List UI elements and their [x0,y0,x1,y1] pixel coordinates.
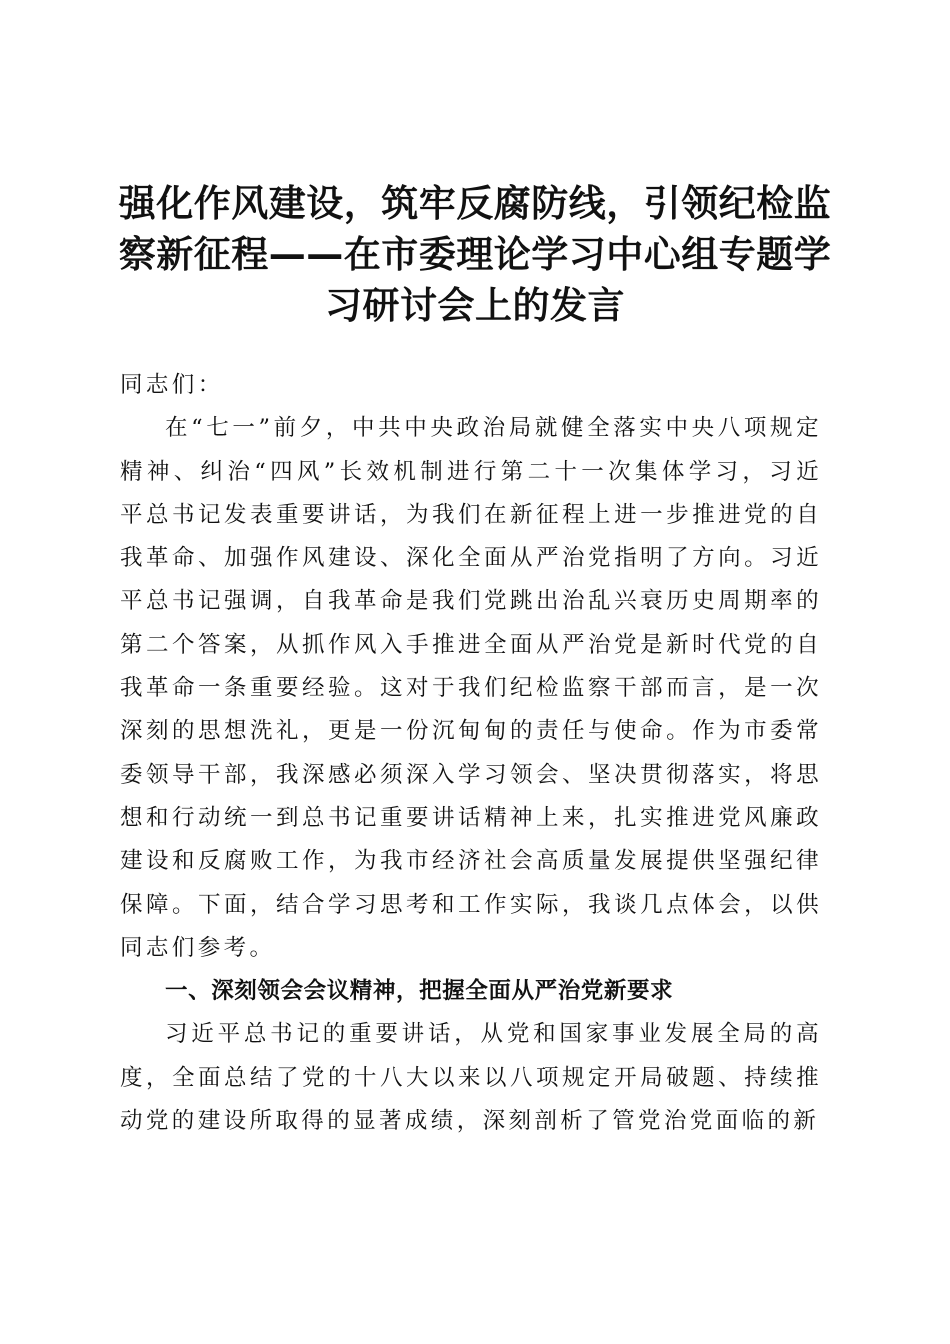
document-body [120,364,822,1143]
document-title: 强化作风建设，筑牢反腐防线，引领纪检监察新征程——在市委理论学习中心组专题学习研讨会上的发言 [118,182,832,327]
section-paragraph: 习近平总书记的重要讲话，从党和国家事业发展全局的高度，全面总结了党的十八大以来以八项规定开局破题、持续推动党的建设所取得的显著成绩，深刻剖析了管党治党面临的新 [120,1021,822,1135]
section-heading: 一、深刻领会会议精神，把握全面从严治党新要求 [165,978,674,1005]
salutation: 同志们： [120,372,224,398]
intro-paragraph: 在“七一”前夕，中共中央政治局就健全落实中央八项规定精神、纠治“四风”长效机制进行第二十一次集体学习，习近平总书记发表重要讲话，为我们在新征程上进一步推进党的自我革命、加强作风建设、深化全面从严治党指明了方向。习近平总书记强调，自我革命是我们党跳出治乱兴衰历史周期率的第二个答案，从抓作风入手推进全面从严治党是新时代党的自我革命一条重要经验。这对于我们纪检监察干部而言，是一次深刻的思想洗礼，更是一份沉甸甸的责任与使命。作为市委常委领导干部，我深感必须深入学习领会、坚决贯彻落实，将思想和行动统一到总书记重要讲话精神上来，扎实推进党风廉政建设和反腐败工作，为我市经济社会高质量发展提供坚强纪律保障。下面，结合学习思考和工作实际，我谈几点体会，以供同志们参考。 [120,415,822,961]
